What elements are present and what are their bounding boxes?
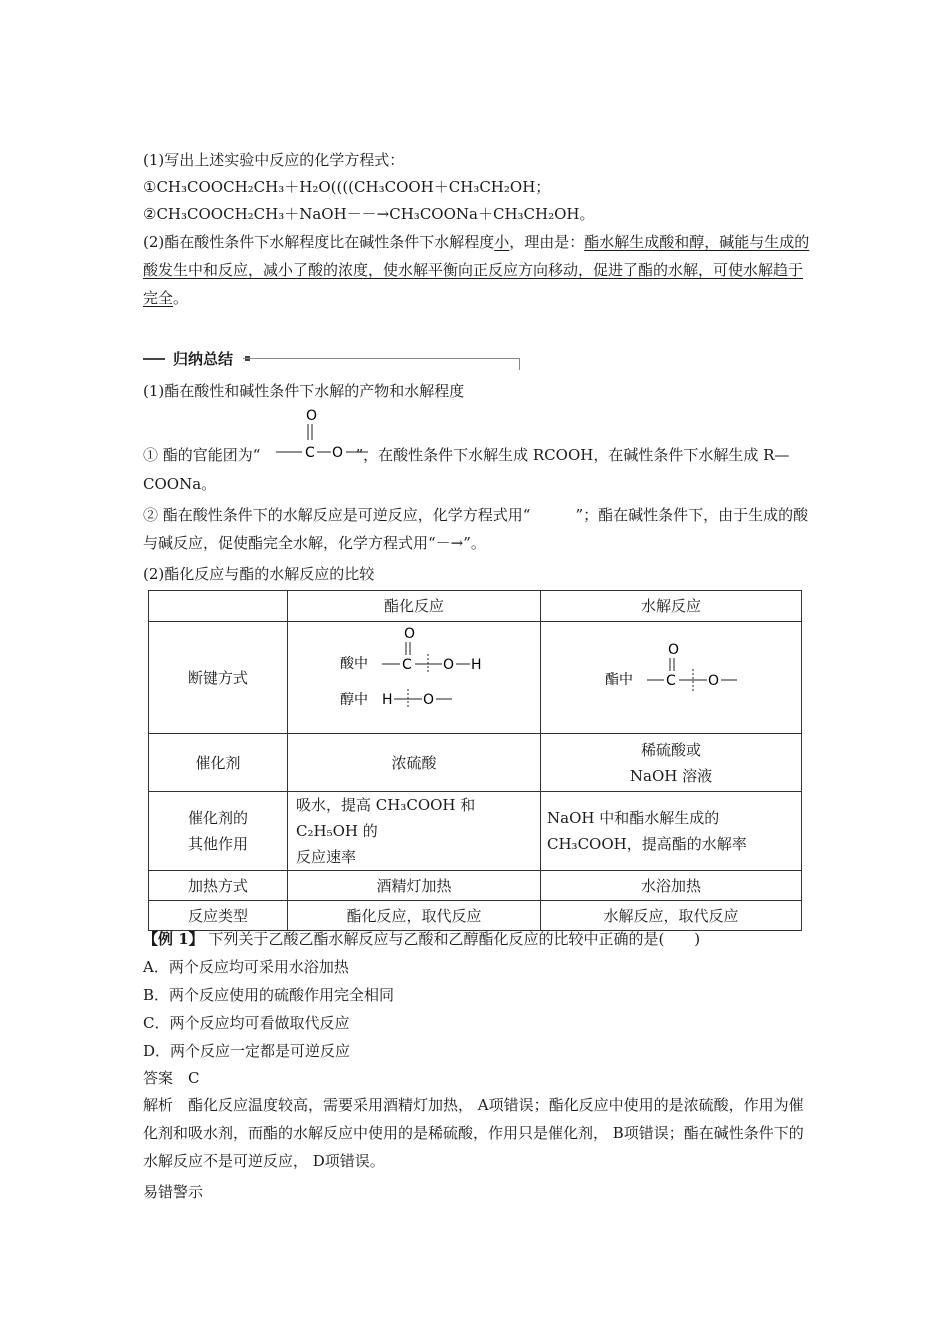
question-1: (1)写出上述实验中反应的化学方程式： <box>143 151 405 169</box>
example-tag: 【例 1】 <box>143 930 204 948</box>
equation-1-text: CH₃COOCH₂CH₃＋H₂O((((CH₃COOH＋CH₃CH₂OH； <box>156 178 551 196</box>
alcohol-label: 醇中 <box>340 692 369 708</box>
other-role-esterification-1: 吸水，提高 CH₃COOH 和 C₂H₅OH 的 <box>296 796 476 840</box>
summary-paragraph-2: ② 酯在酸性条件下的水解反应是可逆反应，化学方程式用“ ”；酯在碱性条件下，由于生成的酸与碱反应，促使酯完全水解，化学方程式用“－→”。 <box>143 506 809 552</box>
ester-o-top: O <box>668 642 680 658</box>
esterification-bond-diagram <box>288 622 538 725</box>
other-role-hydrolysis-2: CH₃COOH，提高酯的水解率 <box>547 835 747 853</box>
summary-dash <box>143 358 165 360</box>
p1-prefix: ① 酯的官能团为“ <box>143 446 261 464</box>
alcohol-h: H <box>382 692 393 708</box>
comparison-table <box>148 590 802 931</box>
ester-o: O <box>708 673 720 689</box>
catalyst-label: 催化剂 <box>149 734 288 792</box>
acid-o-top: O <box>404 626 416 642</box>
other-role-hydrolysis <box>541 792 802 871</box>
table-row-bond-break <box>149 622 802 734</box>
struct-o-top: O <box>306 408 318 424</box>
option-b: B．两个反应使用的硫酸作用完全相同 <box>143 986 395 1004</box>
alcohol-o: O <box>423 692 435 708</box>
table-header-esterification: 酯化反应 <box>288 591 541 622</box>
question-2-answer: 小 <box>494 233 510 251</box>
heating-hydrolysis: 水浴加热 <box>541 871 802 901</box>
acid-h: H <box>471 657 482 673</box>
table-row-heating <box>149 871 802 901</box>
hydrolysis-bond-cell <box>541 622 802 734</box>
summary-title: 归纳总结 <box>173 350 234 368</box>
summary-point-1: (1)酯在酸性和碱性条件下水解的产物和水解程度 <box>143 382 465 400</box>
equation-1 <box>143 177 550 197</box>
esterification-bond-cell <box>288 622 541 734</box>
other-role-label-1: 催化剂的 <box>188 809 249 827</box>
equation-2-text: CH₃COOCH₂CH₃＋NaOH－－→CH₃COONa＋CH₃CH₂OH。 <box>156 205 595 223</box>
ester-c: C <box>666 673 676 689</box>
acid-label: 酸中 <box>340 656 369 672</box>
summary-paragraph-1 <box>143 441 811 499</box>
ester-label: 酯中 <box>605 672 633 688</box>
answer: 答案 C <box>143 1069 200 1087</box>
catalyst-hydrolysis <box>541 734 802 792</box>
acid-c: C <box>402 657 412 673</box>
p1-suffix: ”，在酸性条件下水解生成 RCOOH，在碱性条件下水解生成 R—COONa。 <box>143 446 790 493</box>
catalyst-esterification: 浓硫酸 <box>288 734 541 792</box>
table-header-hydrolysis: 水解反应 <box>541 591 802 622</box>
table-header-row <box>149 591 802 622</box>
summary-line-end <box>519 358 520 370</box>
bond-break-label: 断键方式 <box>149 622 288 734</box>
option-d: D．两个反应一定都是可逆反应 <box>143 1042 351 1060</box>
question-2 <box>143 228 811 312</box>
equation-2 <box>143 204 595 224</box>
heating-esterification: 酒精灯加热 <box>288 871 541 901</box>
other-role-label <box>149 792 288 871</box>
catalyst-hydrolysis-line2: NaOH 溶液 <box>629 766 713 785</box>
struct-o: O <box>332 445 344 461</box>
hydrolysis-bond-diagram <box>541 622 801 725</box>
question-2-mid: ，理由是： <box>509 233 585 251</box>
analysis: 解析 酯化反应温度较高，需要采用酒精灯加热， A项错误；酯化反应中使用的是浓硫酸，作用为催化剂和吸水剂，而酯的水解反应中使用的是稀硫酸，作用只是催化剂， B项错误；酯在碱性条件下的水解反应不是可逆反应， D项错误。 <box>143 1096 804 1170</box>
question-2-prefix: (2)酯在酸性条件下水解程度比在碱性条件下水解程度 <box>143 233 495 251</box>
equation-1-mark: ① <box>143 178 157 196</box>
reaction-type-label: 反应类型 <box>149 901 288 931</box>
example-question-text: 下列关于乙酸乙酯水解反应与乙酸和乙醇酯化反应的比较中正确的是( ) <box>208 930 701 948</box>
table-row-other-role <box>149 792 802 871</box>
table-row-catalyst <box>149 734 802 792</box>
other-role-label-2: 其他作用 <box>188 835 249 853</box>
heating-label: 加热方式 <box>149 871 288 901</box>
example-question <box>143 929 700 949</box>
reaction-type-esterification: 酯化反应，取代反应 <box>288 901 541 931</box>
other-role-hydrolysis-1: NaOH 中和酯水解生成的 <box>547 809 720 827</box>
other-role-esterification-2: 反应速率 <box>296 848 357 866</box>
question-2-reason: 酯水解生成酸和醇，碱能与生成的酸发生中和反应，减小了酸的浓度，使水解平衡向正反应方向移动，促进了酯的水解，可使水解趋于完全 <box>143 233 810 307</box>
summary-header <box>143 350 521 374</box>
struct-c: C <box>305 445 315 461</box>
equation-2-mark: ② <box>143 205 157 223</box>
reaction-type-hydrolysis: 水解反应，取代反应 <box>541 901 802 931</box>
catalyst-hydrolysis-line1: 稀硫酸或 <box>640 740 701 759</box>
other-role-esterification <box>288 792 541 871</box>
table-header-empty <box>149 591 288 622</box>
error-warning: 易错警示 <box>143 1183 204 1201</box>
summary-line <box>243 358 519 359</box>
table-row-reaction-type <box>149 901 802 931</box>
option-a: A．两个反应均可采用水浴加热 <box>143 958 349 976</box>
option-c: C．两个反应均可看做取代反应 <box>143 1014 350 1032</box>
question-2-end: 。 <box>173 289 189 307</box>
acid-o: O <box>443 657 455 673</box>
summary-point-2: (2)酯化反应与酯的水解反应的比较 <box>143 565 375 583</box>
